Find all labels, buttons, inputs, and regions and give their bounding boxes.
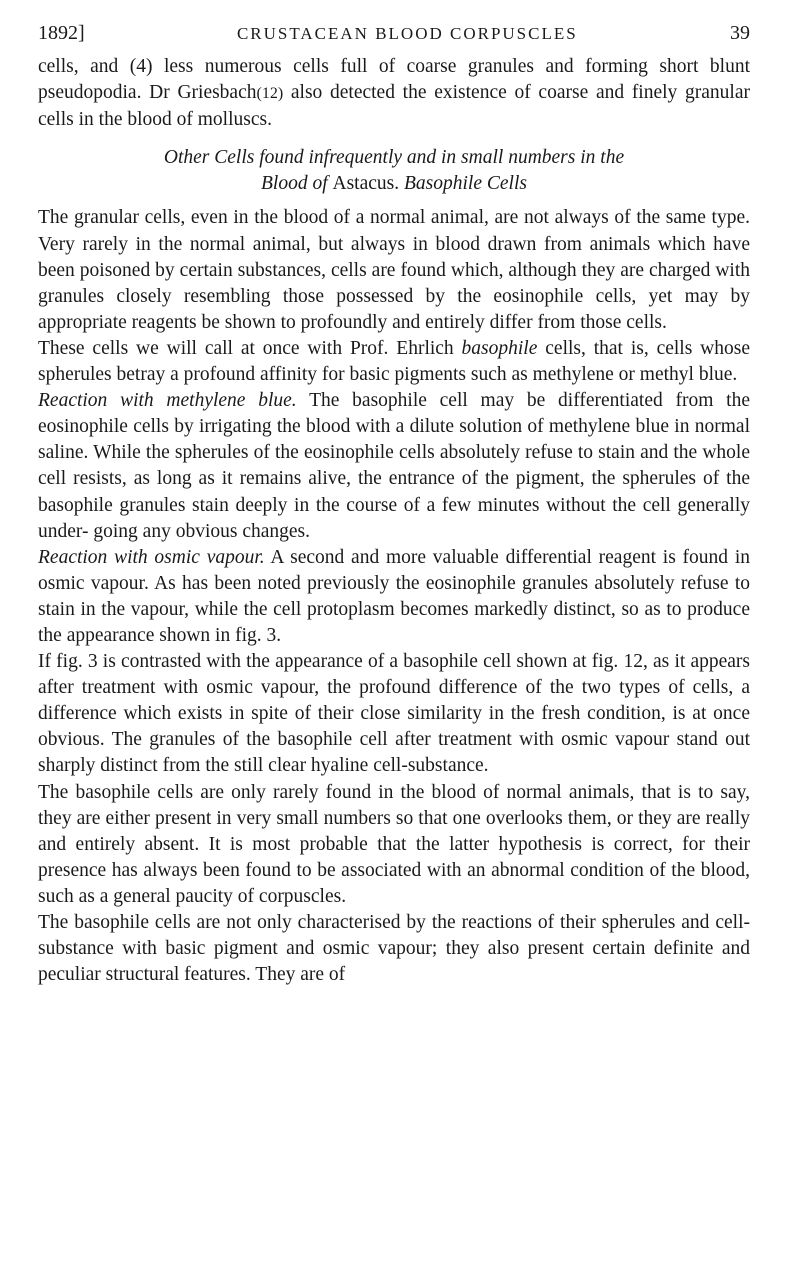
paragraph-3 (38, 388, 750, 545)
p3-subheading: Reaction with methylene blue. (38, 390, 297, 412)
page (38, 18, 750, 988)
section-heading-line-2 (38, 171, 750, 197)
paragraph-5: If fig. 3 is contrasted with the appearance of a basophile cell shown at fig. 12, as it appears after treatment with osmic vapour, the profound difference of the two types of cells, a difference which exists in spite of their close similarity in the fresh condition, is at once obvious. The granules of the basophile cell after treatment with osmic vapour stand out sharply distinct from the still clear hyaline cell-substance. (38, 651, 750, 777)
heading-blood-of: Blood of (261, 173, 333, 195)
p3-text: The basophile cell may be differentiated from the eosinophile cells by irrigating the blood with a dilute solution of methylene blue in normal saline. While the spherules of the eosinophile cells absolutely refuse to stain and the whole cell resists, as long as it remains alive, the entrance of the pigment, the spherules of the basophile granules stain deeply in the course of a few minutes without the cell generally under- going any obvious changes. (38, 390, 750, 542)
p2-text-b: cells, that is, cells whose spherules betray a profound affinity for basic pigments such as methylene or methyl blue. (38, 337, 750, 386)
paragraph-7: The basophile cells are not only characterised by the reactions of their spherules and cell-substance with basic pigment and osmic vapour; they also present certain definite and peculiar structural features. They are of (38, 912, 750, 986)
intro-text-b: also detected the existence of coarse and finely granular cells in the blood of molluscs. (38, 82, 750, 131)
paragraph-1: The granular cells, even in the blood of a normal animal, are not always of the same type. Very rarely in the normal animal, but always in blood drawn from animals which have been poisoned by certain substances, cells are found which, although they are charged with granules closely resembling those possessed by the eosinophile cells, yet may by appropriate reagents be shown to profoundly and entirely differ from those cells. (38, 207, 750, 333)
p2-emphasis: basophile (461, 337, 538, 359)
page-number: 39 (729, 22, 750, 44)
paragraph-intro (38, 54, 750, 133)
header-year: 1892] (38, 22, 85, 44)
p4-text: A second and more valuable differential reagent is found in osmic vapour. As has been noted previously the eosinophile granules absolutely refuse to stain in the vapour, while the cell protoplasm becomes markedly distinct, so as to produce the appearance shown in fig. 3. (38, 546, 750, 646)
reference-marker: (12) (256, 85, 284, 103)
heading-genus: Astacus (332, 173, 395, 195)
intro-text-a: cells, and (4) less numerous cells full of coarse granules and forming short blunt pseudopodia. Dr Griesbach (38, 56, 750, 104)
p4-subheading: Reaction with osmic vapour. (38, 546, 265, 568)
paragraph-6: The basophile cells are only rarely found in the blood of normal animals, that is to say, they are either present in very small numbers so that one overlooks them, or they are really and entirely absent. It is most probable that the latter hypothesis is correct, for their presence has always been found to be associated with an abnormal condition of the blood, such as a general paucity of corpuscles. (38, 781, 750, 907)
heading-basophile-cells: Basophile Cells (404, 173, 527, 195)
body-text (38, 54, 750, 988)
section-heading (38, 145, 750, 197)
paragraph-2 (38, 336, 750, 388)
heading-period: . (394, 173, 405, 195)
p2-text-a: These cells we will call at once with Prof. Ehrlich (38, 337, 462, 359)
running-head (38, 18, 750, 48)
paragraph-4 (38, 545, 750, 649)
header-title: CRUSTACEAN BLOOD CORPUSCLES (236, 24, 578, 43)
section-heading-line-1: Other Cells found infrequently and in small numbers in the (163, 147, 625, 169)
